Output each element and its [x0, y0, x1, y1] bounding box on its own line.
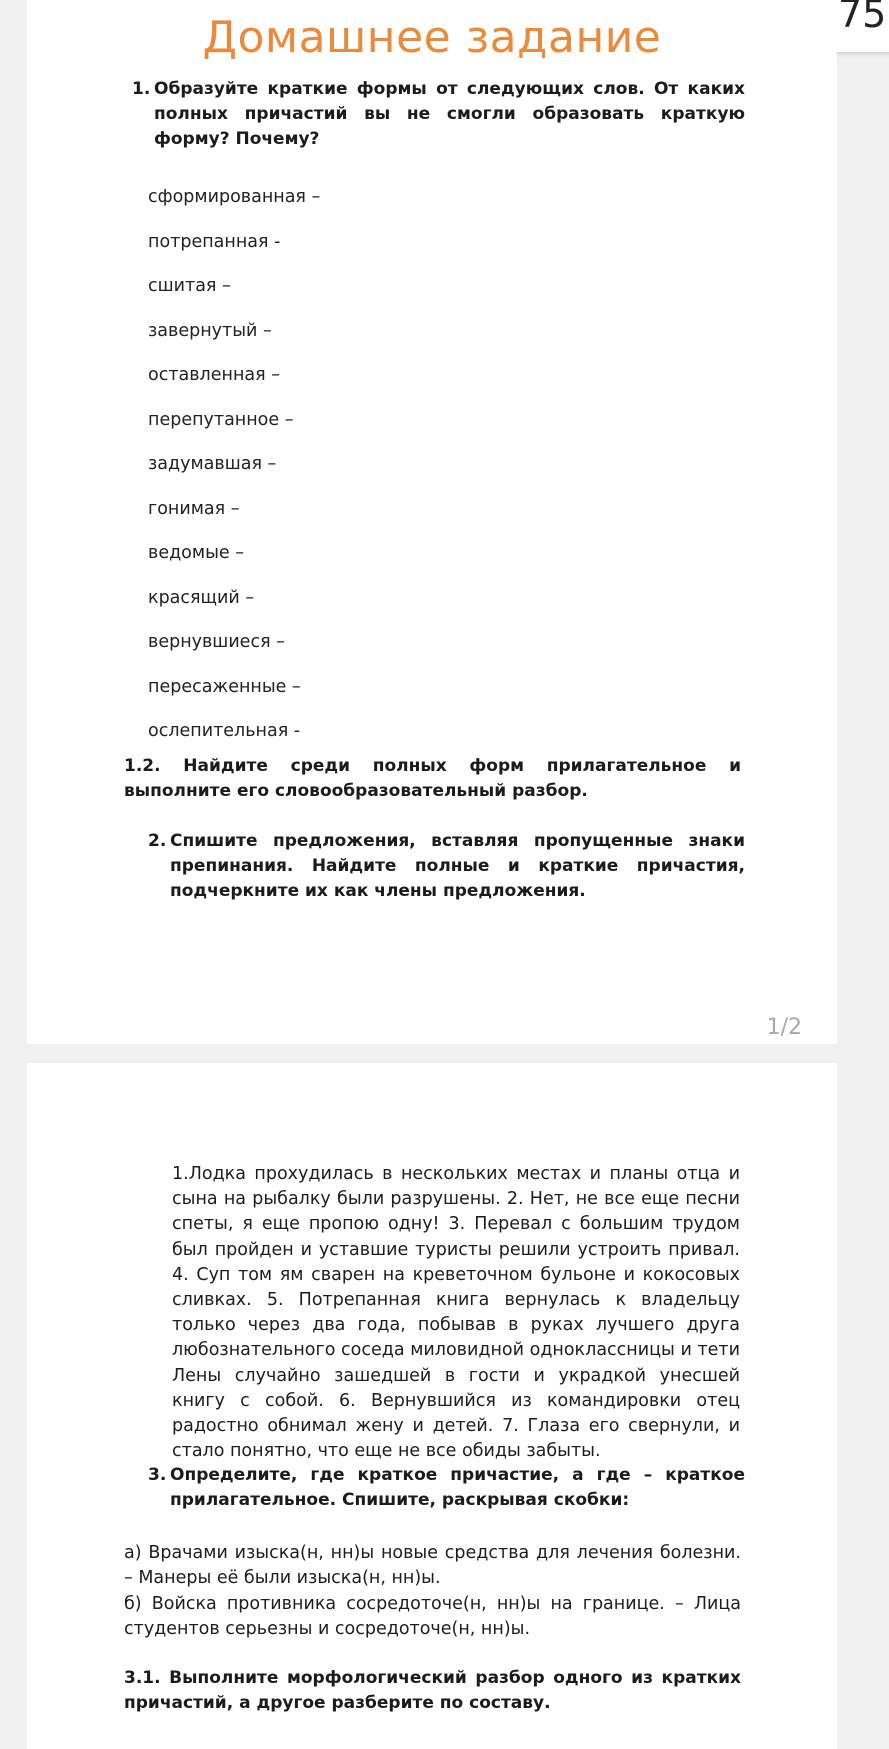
- task-1-text: Образуйте краткие формы от следующих слов. От каких полных причастий вы не смогли образовать краткую форму? Почему?: [154, 79, 745, 149]
- word-list-item: пересаженные –: [148, 676, 301, 697]
- page-indicator: 1/2: [766, 1015, 802, 1040]
- word-list-item: ослепительная -: [148, 721, 301, 741]
- word-list-item: вернувшиеся –: [148, 632, 285, 652]
- word-list: [148, 175, 320, 754]
- task-2: [148, 829, 745, 904]
- task-3-text: Определите, где краткое причастие, а где – краткое прилагательное. Спишите, раскрывая скобки:: [170, 1465, 745, 1510]
- word-list-item: потрепанная -: [148, 231, 281, 252]
- task-1-2: 1.2. Найдите среди полных форм прилагательное и выполните его словообразовательный разбор.: [124, 756, 741, 801]
- document-page-2: [27, 1063, 837, 1749]
- word-list-item: оставленная –: [148, 365, 280, 385]
- word-list-item: завернутый –: [148, 320, 272, 341]
- document-page-1: [27, 0, 837, 1044]
- word-list-item: красящий –: [148, 587, 255, 608]
- word-list-item: гонимая –: [148, 498, 240, 519]
- task-2-number: 2.: [148, 831, 167, 851]
- task-3-1: 3.1. Выполните морфологический разбор одного из кратких причастий, а другое разберите по составу.: [124, 1668, 741, 1713]
- word-list-item: ведомые –: [148, 543, 244, 563]
- word-list-item: перепутанное –: [148, 409, 294, 430]
- task-3: [148, 1463, 745, 1513]
- exercise-b: б) Войска противника сосредоточе(н, нн)ы на границе. – Лица студентов серьезны и сосредоточе(н, нн)ы.: [124, 1594, 741, 1640]
- task-1-number: 1.: [132, 79, 151, 99]
- page-title: Домашнее задание: [202, 12, 662, 63]
- task-1: [132, 77, 745, 152]
- exercise-a: а) Врачами изыска(н, нн)ы новые средства для лечения болезни. – Манеры её были изыска(н, нн)ы.: [124, 1543, 741, 1589]
- task-3-number: 3.: [148, 1465, 167, 1485]
- word-list-item: задумавшая –: [148, 454, 277, 474]
- word-list-item: сшитая –: [148, 276, 231, 296]
- word-list-item: сформированная –: [148, 187, 321, 207]
- zoom-value: 75: [838, 0, 887, 36]
- exercise-sentences: 1.Лодка прохудилась в нескольких местах и планы отца и сына на рыбалку были разрушены. 2. Нет, не все еще песни спеты, я еще пропою одну! 3. Перевал с большим трудом был пройден и уставшие туристы решили устроить привал. 4. Суп том ям сварен на креветочном бульоне и кокосовых сливках. 5. Потрепанная книга вернулась к владельцу только через два года, побывав в руках лучшего друга любознательного соседа миловидной одноклассницы и тети Лены случайно зашедшей в гости и украдкой унесшей книгу с собой. 6. Вернувшийся из командировки отец радостно обнимал жену и детей. 7. Глаза его свернули, и стало понятно, что еще не все обиды забыты.: [172, 1164, 740, 1462]
- task-2-text: Спишите предложения, вставляя пропущенные знаки препинания. Найдите полные и краткие причастия, подчеркните их как члены предложения.: [170, 831, 745, 901]
